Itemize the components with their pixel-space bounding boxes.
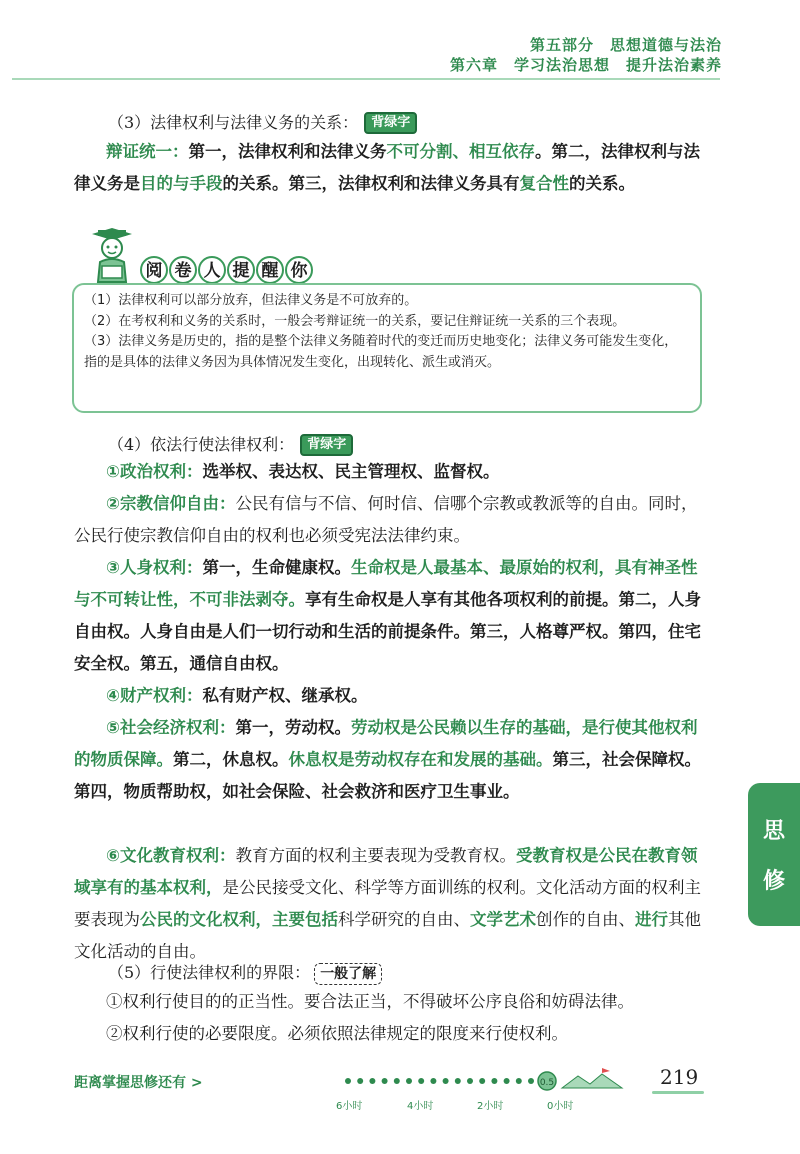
progress-label: 距离掌握思修还有 > [74, 1075, 203, 1091]
progress-tick: 0小时 [547, 1101, 574, 1112]
progress-dot [528, 1078, 534, 1084]
header-chapter: 第六章 学习法治思想 提升法治素养 [449, 56, 722, 74]
section-5-title [108, 960, 382, 985]
progress-dot [382, 1078, 388, 1084]
progress-tick: 4小时 [407, 1101, 434, 1112]
subject-side-tab[interactable] [748, 783, 800, 926]
reminder-title [140, 256, 314, 284]
s4-item-personal [74, 552, 706, 680]
s4-item-culture-education [74, 840, 706, 968]
progress-dot [394, 1078, 400, 1084]
s4-p6-g: 创作的自由、 [536, 910, 635, 929]
mountain-goal-icon [562, 1074, 622, 1088]
s4-p5-head: ⑤社会经济权利： [106, 718, 236, 737]
progress-dot [504, 1078, 510, 1084]
flag-icon [602, 1068, 610, 1074]
header-divider [12, 78, 720, 80]
reminder-item: （1）法律权利可以部分放弃，但法律义务是不可放弃的。 [84, 293, 418, 308]
s3-t6: 的关系。第三，法律权利和法律义务具有 [222, 174, 520, 193]
side-tab-char: 修 [762, 869, 785, 894]
s4-p4-head: ④财产权利： [106, 686, 203, 705]
s4-p6-d: 公民的文化权利，主要包括 [140, 910, 338, 929]
progress-marker-text: 0.5 [539, 1078, 555, 1088]
progress-dot [491, 1078, 497, 1084]
progress-dot [430, 1078, 436, 1084]
recite-green-tag: 背绿字 [364, 112, 417, 134]
reminder-title-char: 提 [227, 256, 255, 284]
general-understanding-tag: 一般了解 [314, 963, 382, 985]
header-part: 第五部分 思想道德与法治 [529, 36, 722, 54]
s4-p6-b: 受教育权是公民在教育领域享有的基本权利， [74, 846, 698, 897]
section-4-title [108, 432, 353, 456]
page-number: 219 [660, 1065, 699, 1089]
s4-p5-c: 第二，休息权。 [173, 750, 289, 769]
s5-item-2: ②权利行使的必要限度。必须依照法律规定的限度来行使权利。 [106, 1024, 568, 1043]
progress-dot [357, 1078, 363, 1084]
section-3-title-text: （3）法律权利与法律义务的关系： [108, 113, 359, 132]
progress-dot [455, 1078, 461, 1084]
reminder-item: （2）在考权利和义务的关系时，一般会考辩证统一的关系，要记住辩证统一关系的三个表现。 [84, 313, 626, 329]
s4-p2-head: ②宗教信仰自由： [106, 494, 236, 513]
s3-t1: 辩证统一： [106, 142, 189, 161]
s4-p6-h: 进行 [635, 910, 668, 929]
s4-p6-head: ⑥文化教育权利： [106, 846, 236, 865]
s4-p3-a: 第一，生命健康权。 [202, 558, 351, 577]
reminder-title-char: 卷 [169, 256, 197, 284]
page-number-underline [652, 1091, 704, 1094]
s4-p4-body: 私有财产权、继承权。 [202, 686, 368, 705]
progress-dot [467, 1078, 473, 1084]
s4-p5-d: 休息权是劳动权存在和发展的基础。 [288, 750, 553, 769]
s4-p6-i: 其他文化活动的自由。 [74, 910, 701, 961]
s3-t4: 。第二，法律权利与法律义务是 [74, 142, 700, 193]
section-4-title-text: （4）依法行使法律权利： [108, 435, 295, 454]
reminder-box [72, 283, 702, 413]
progress-track [340, 1068, 630, 1094]
progress-dot [443, 1078, 449, 1084]
progress-dot [345, 1078, 351, 1084]
s4-item-property [74, 680, 706, 712]
progress-tick: 2小时 [477, 1101, 504, 1112]
progress-dot [479, 1078, 485, 1084]
reminder-title-char: 阅 [140, 256, 168, 284]
s3-t3: 不可分割、相互依存 [386, 142, 535, 161]
s3-t2: 第一，法律权利和法律义务 [188, 142, 387, 161]
section-5-title-text: （5）行使法律权利的界限： [108, 963, 311, 982]
progress-dot [516, 1078, 522, 1084]
s3-t5: 目的与手段 [140, 174, 223, 193]
s4-p1-head: ①政治权利： [106, 462, 203, 481]
reminder-title-char: 人 [198, 256, 226, 284]
s4-p5-a: 第一，劳动权。 [235, 718, 351, 737]
s4-p5-b: 劳动权是公民赖以生存的基础，是行使其他权利的物质保障。 [74, 718, 698, 769]
reminder-title-char: 醒 [256, 256, 284, 284]
s4-item-political [74, 456, 706, 488]
s4-p1-body: 选举权、表达权、民主管理权、监督权。 [202, 462, 500, 481]
s3-t7: 复合性 [519, 174, 569, 193]
s4-p3-head: ③人身权利： [106, 558, 203, 577]
s4-p3-b: 生命权是人最基本、最原始的权利，具有神圣性与不可转让性，不可非法剥夺。 [74, 558, 698, 609]
section-3-title [108, 110, 417, 134]
recite-green-tag: 背绿字 [300, 434, 353, 456]
progress-tick: 6小时 [336, 1101, 363, 1112]
section-3-body [74, 136, 706, 200]
s4-p6-a: 教育方面的权利主要表现为受教育权。 [235, 846, 516, 865]
s3-t8: 的关系。 [569, 174, 635, 193]
s4-p6-f: 文学艺术 [470, 910, 536, 929]
s4-p6-e: 科学研究的自由、 [338, 910, 470, 929]
s4-p6-c: 是公民接受文化、科学等方面训练的权利。文化活动方面的权利主要表现为 [74, 878, 701, 929]
s4-item-religion [74, 488, 706, 552]
s5-item-1: ①权利行使目的的正当性。要合法正当，不得破坏公序良俗和妨碍法律。 [106, 992, 634, 1011]
s4-p3-c: 享有生命权是人享有其他各项权利的前提。第二，人身自由权。人身自由是人们一切行动和生活的前提条件。第三，人格尊严权。第四，住宅安全权。第五，通信自由权。 [74, 590, 701, 673]
reminder-title-char: 你 [285, 256, 313, 284]
s4-p5-e: 第三，社会保障权。第四，物质帮助权，如社会保险、社会救济和医疗卫生事业。 [74, 750, 701, 801]
s4-item-socio-economic [74, 712, 706, 808]
scholar-mascot-icon [88, 228, 138, 284]
progress-dot [418, 1078, 424, 1084]
progress-dot [369, 1078, 375, 1084]
s4-p2-body: 公民有信与不信、何时信、信哪个宗教或教派等的自由。同时，公民行使宗教信仰自由的权利也必须受宪法法律约束。 [74, 494, 698, 545]
reminder-item: （3）法律义务是历史的，指的是整个法律义务随着时代的变迁而历史地变化；法律义务可能发生变化，指的是具体的法律义务因为具体情况发生变化，出现转化、派生或消灭。 [84, 334, 678, 370]
side-tab-char: 思 [762, 819, 785, 844]
progress-dot [406, 1078, 412, 1084]
